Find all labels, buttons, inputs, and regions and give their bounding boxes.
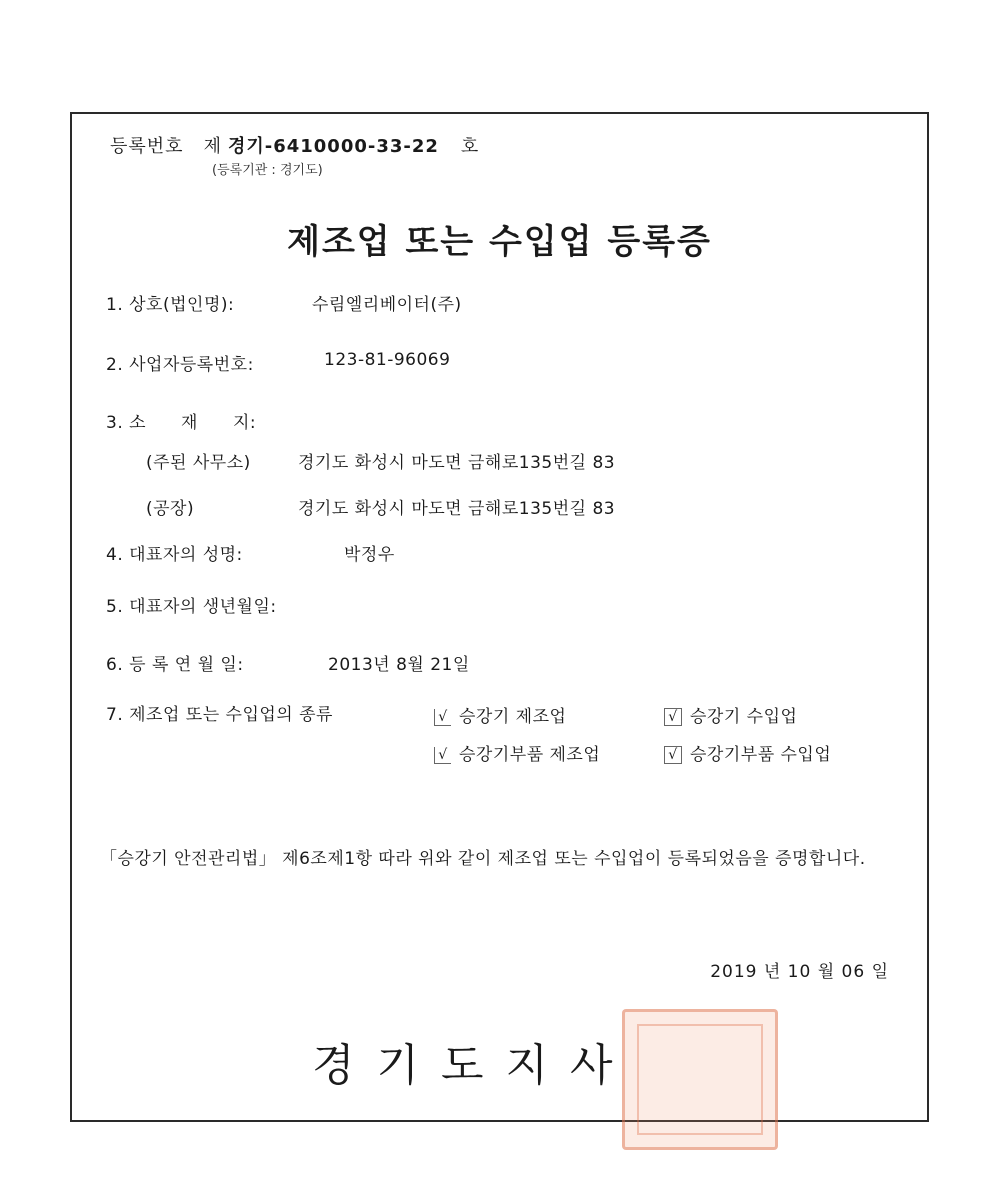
type-parts-import bbox=[664, 740, 831, 765]
field-label: 5. 대표자의 생년월일: bbox=[106, 597, 277, 617]
document-title: 제조업 또는 수입업 등록증 bbox=[287, 222, 712, 262]
issue-date: 2019 년 10 월 06 일 bbox=[710, 962, 889, 982]
field-label: 2. 사업자등록번호: bbox=[106, 355, 254, 375]
field-value: 경기도 화성시 마도면 금해로135번길 83 bbox=[298, 453, 616, 473]
type-label: 승강기 제조업 bbox=[459, 707, 567, 727]
field-label: (공장) bbox=[146, 499, 195, 519]
type-elevator-manufacturing bbox=[434, 702, 566, 727]
seal-inner-frame bbox=[637, 1024, 763, 1135]
field-factory bbox=[146, 494, 616, 519]
registration-prefix: 제 bbox=[203, 136, 222, 157]
field-value: 수림엘리베이터(주) bbox=[312, 295, 462, 315]
checkmark-icon: √ bbox=[434, 709, 451, 726]
official-seal-icon bbox=[622, 1009, 778, 1150]
registration-number-line bbox=[110, 132, 479, 158]
checkmark-icon: √ bbox=[664, 708, 682, 726]
registration-suffix: 호 bbox=[460, 136, 480, 157]
type-label: 승강기부품 수입업 bbox=[690, 745, 832, 765]
field-label: 6. 등 록 연 월 일: bbox=[106, 655, 244, 675]
field-registration-date bbox=[106, 650, 470, 675]
field-representative bbox=[106, 540, 395, 565]
field-label: 7. 제조업 또는 수입업의 종류 bbox=[106, 705, 333, 725]
registration-label: 등록번호 bbox=[110, 136, 184, 157]
certification-statement: 「승강기 안전관리법」 제6조제1항 따라 위와 같이 제조업 또는 수입업이 등록되었음을 증명합니다. bbox=[100, 849, 866, 869]
type-elevator-import bbox=[664, 702, 797, 727]
field-label: 4. 대표자의 성명: bbox=[106, 545, 243, 565]
field-value: 123-81-96069 bbox=[324, 350, 451, 370]
field-business-type bbox=[106, 700, 333, 725]
checkmark-icon: √ bbox=[664, 746, 682, 764]
field-label: 1. 상호(법인명): bbox=[106, 295, 235, 315]
issuer-name: 경기도지사 bbox=[312, 1040, 635, 1091]
checkmark-icon: √ bbox=[434, 747, 451, 764]
field-birthdate bbox=[106, 592, 277, 617]
field-label: 3. 소 재 지: bbox=[106, 413, 257, 433]
field-value: 2013년 8월 21일 bbox=[328, 655, 470, 675]
field-main-office bbox=[146, 448, 616, 473]
registration-number: 경기-6410000-33-22 bbox=[227, 136, 439, 157]
field-value: 경기도 화성시 마도면 금해로135번길 83 bbox=[298, 499, 616, 519]
registration-authority: (등록기관 : 경기도) bbox=[212, 163, 323, 178]
field-label: (주된 사무소) bbox=[146, 453, 251, 473]
certificate-page bbox=[70, 112, 929, 1122]
field-location bbox=[106, 408, 256, 433]
type-parts-manufacturing bbox=[434, 740, 600, 765]
field-business-number bbox=[106, 350, 451, 375]
type-label: 승강기 수입업 bbox=[690, 707, 798, 727]
type-label: 승강기부품 제조업 bbox=[459, 745, 601, 765]
field-company-name bbox=[106, 290, 462, 315]
field-value: 박정우 bbox=[344, 545, 395, 565]
